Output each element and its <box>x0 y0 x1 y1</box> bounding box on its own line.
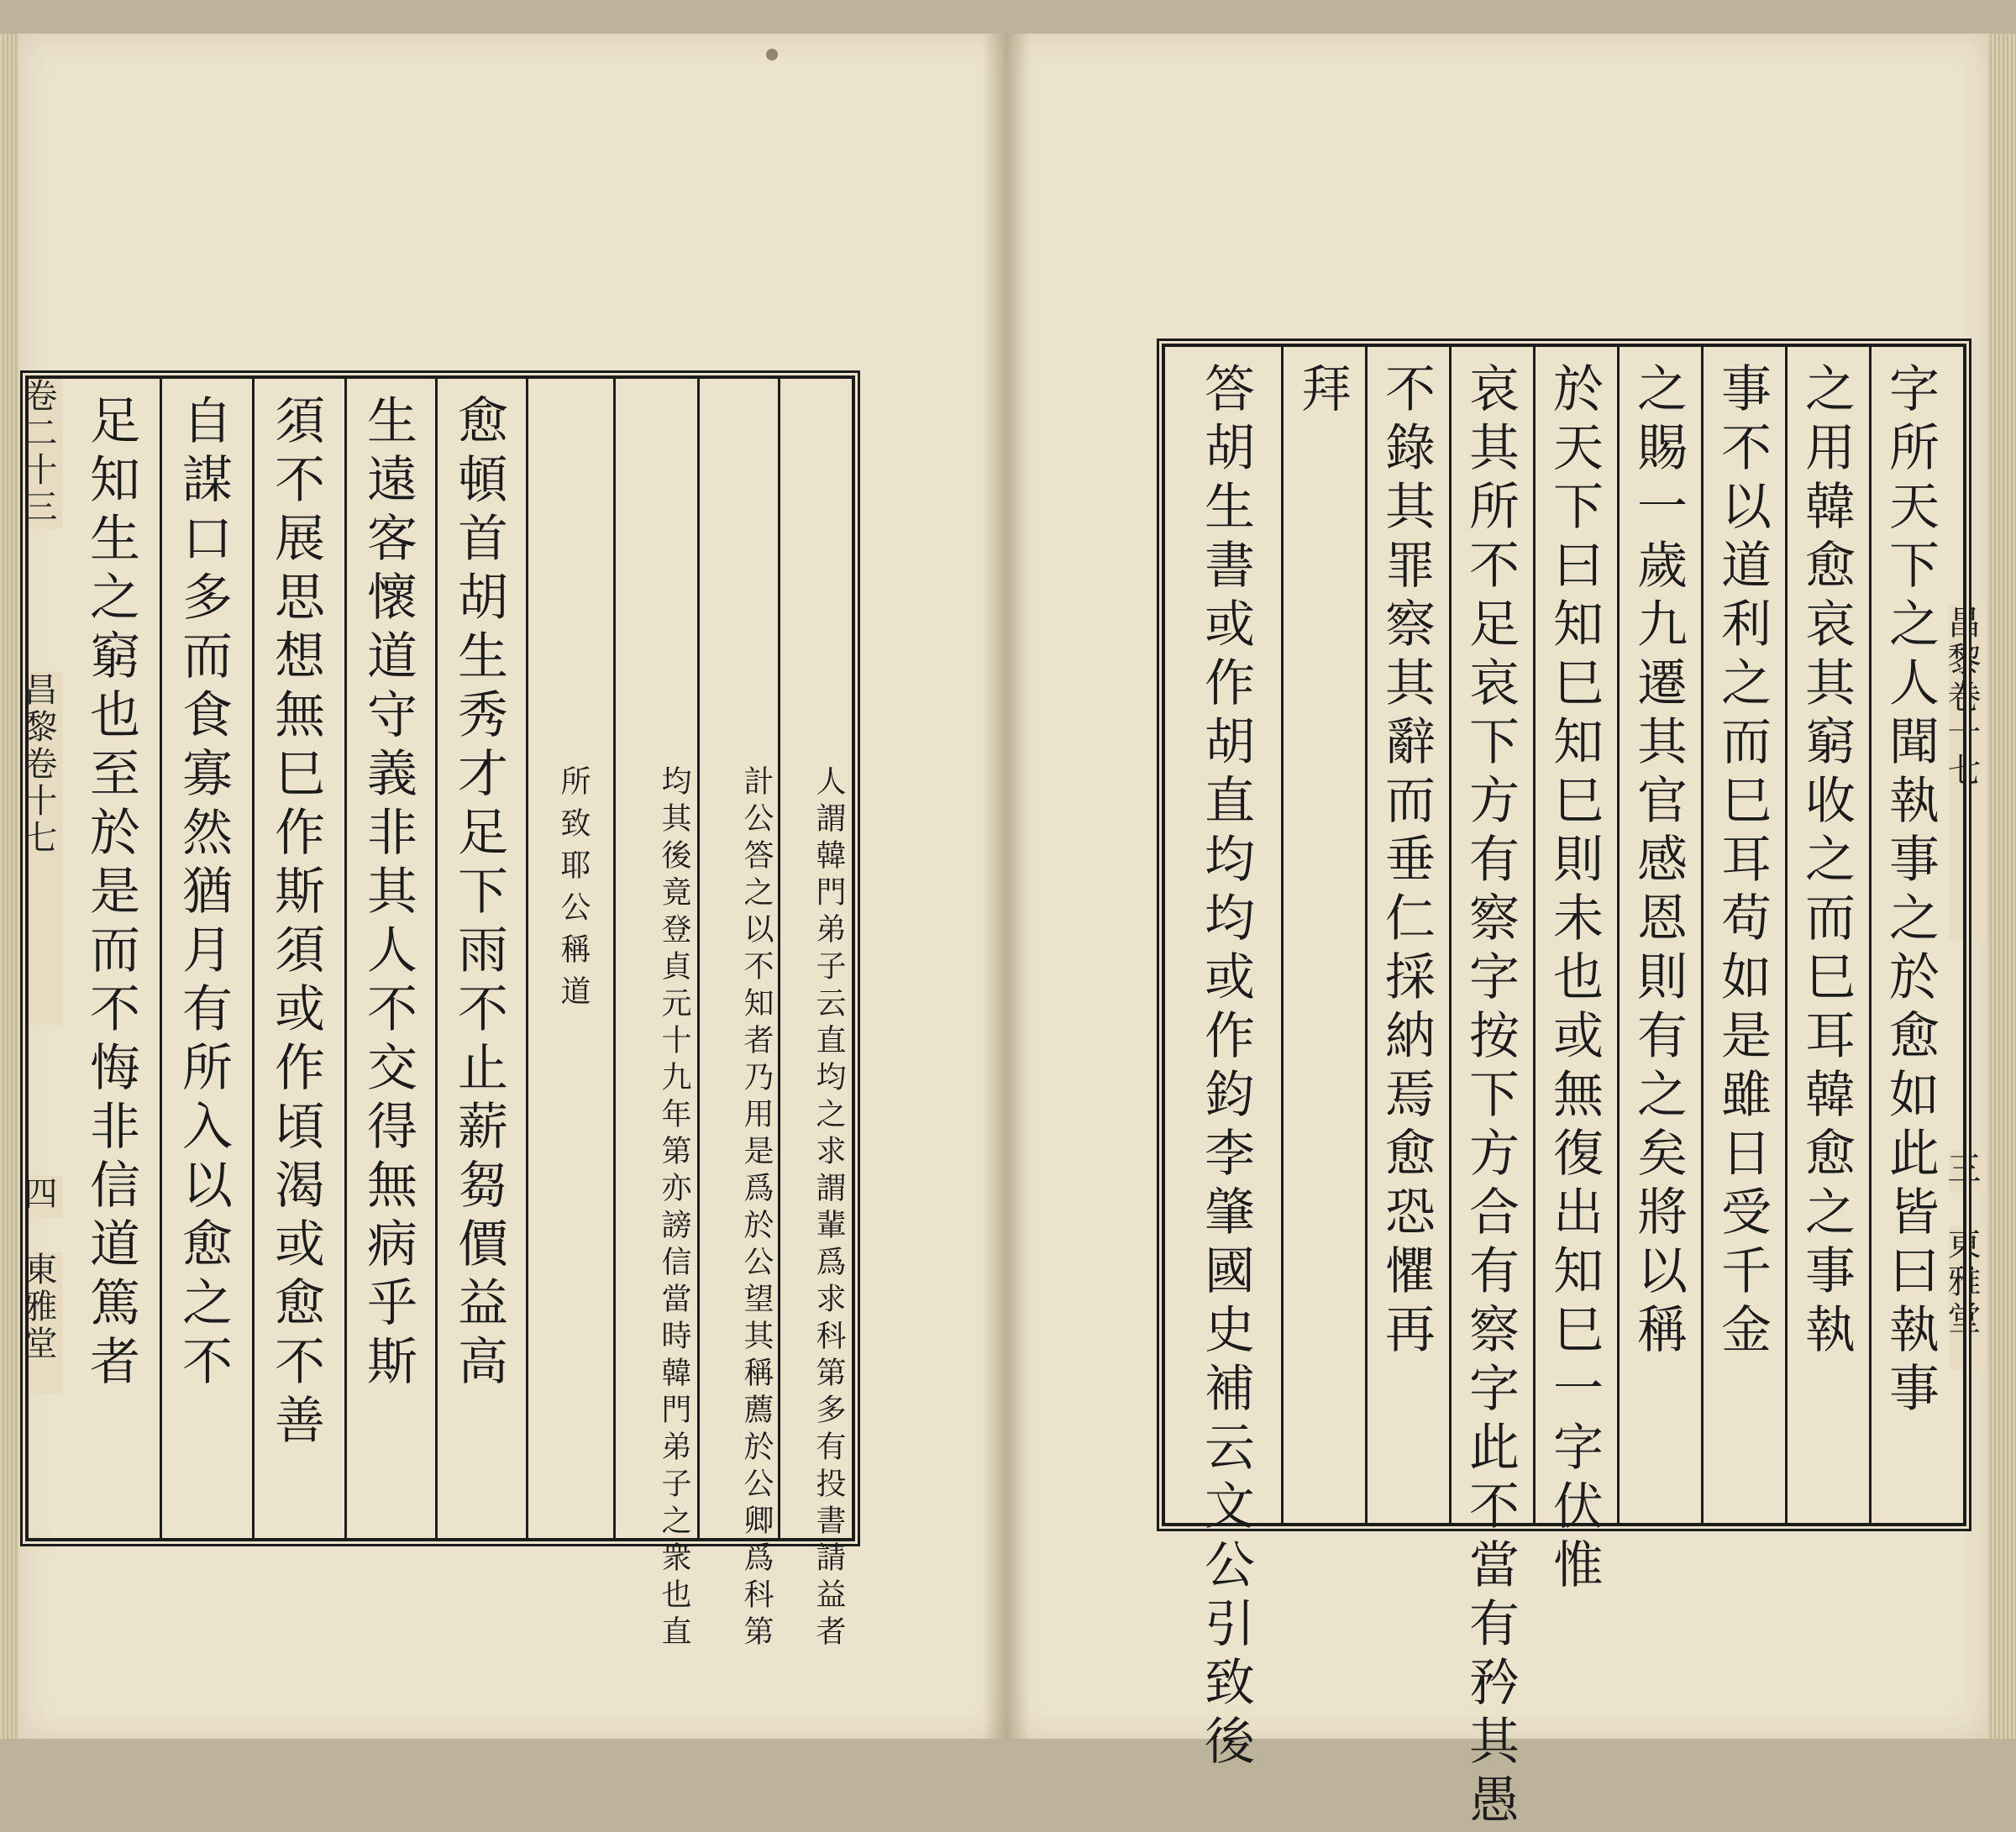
right-column-1: 字所天下之人聞執事之於愈如此皆曰執事 <box>1881 362 1940 1420</box>
right-margin-title: 昌黎卷十七 <box>1949 605 1986 941</box>
column-rule <box>1449 347 1452 1523</box>
column-rule <box>435 379 438 1538</box>
column-rule <box>1785 347 1788 1523</box>
left-text-frame <box>25 375 855 1652</box>
right-text-frame <box>1162 344 1966 1832</box>
left-column-7-note: 均其後竟登貞元十九年第亦謗信當時韓門弟子之衆也直 <box>657 765 691 1652</box>
column-rule <box>1365 347 1368 1523</box>
column-rule <box>613 379 616 1538</box>
column-rule <box>1701 347 1704 1523</box>
right-page-edges <box>1987 34 2016 1739</box>
left-margin-num: 四 <box>25 1176 62 1218</box>
right-column-3: 事不以道利之而巳耳苟如是雖日受千金 <box>1713 362 1772 1362</box>
left-page-edges <box>0 34 18 1739</box>
left-column-4: 生遠客懷道守義非其人不交得無病乎斯 <box>359 394 417 1394</box>
left-column-2: 自謀口多而食寡然猶月有所入以愈之不 <box>174 394 233 1394</box>
column-rule <box>697 379 700 1538</box>
right-column-4: 之賜一歲九遷其官感恩則有之矣將以稱 <box>1629 362 1688 1362</box>
book-gutter <box>983 34 1030 1739</box>
column-rule <box>1533 347 1536 1523</box>
right-column-9-title: 答胡生書或作胡直均均或作鈞李肇國史補云文公引致後 <box>1196 362 1255 1773</box>
left-column-3: 須不展思想無巳作斯須或作頃渴或愈不善 <box>266 394 325 1452</box>
right-column-8: 拜 <box>1293 362 1352 421</box>
left-column-8-note: 計公答之以不知者乃用是爲於公望其稱薦於公卿爲科第 <box>739 765 774 1652</box>
left-column-6-note: 所致耶公稱道 <box>556 765 591 1017</box>
column-rule <box>160 379 162 1538</box>
left-margin-hall: 東雅堂 <box>25 1252 62 1394</box>
right-margin-hall: 東雅堂 <box>1949 1226 1986 1369</box>
column-rule <box>1281 347 1284 1523</box>
column-rule <box>1869 347 1872 1523</box>
column-rule <box>252 379 255 1538</box>
left-column-1: 足知生之窮也至於是而不悔非信道篤者 <box>81 394 140 1394</box>
left-margin-title: 昌黎卷十七 <box>25 672 62 1025</box>
right-column-5: 於天下曰知巳知巳則未也或無復出知巳一字伏惟 <box>1545 362 1604 1597</box>
right-column-7: 不錄其罪察其辭而垂仁採納焉愈恐懼再 <box>1377 362 1436 1362</box>
ink-spot <box>766 49 778 60</box>
column-rule <box>526 379 528 1538</box>
right-column-2: 之用韓愈哀其窮收之而巳耳韓愈之事執 <box>1797 362 1856 1362</box>
left-column-9-note: 人謂韓門弟子云直均之求謂輩爲求科第多有投書請益者 <box>811 765 846 1652</box>
column-rule <box>1617 347 1620 1523</box>
right-margin-num: 三 <box>1949 1151 1986 1193</box>
column-rule <box>344 379 347 1538</box>
column-rule <box>778 379 780 1538</box>
right-column-6: 哀其所不足哀下方有察字按下方合有察字此不當有矜其愚 <box>1461 362 1520 1832</box>
left-margin-top: 卷二十三 <box>25 378 62 529</box>
left-column-5: 愈頓首胡生秀才足下雨不止薪芻價益高 <box>449 394 508 1394</box>
